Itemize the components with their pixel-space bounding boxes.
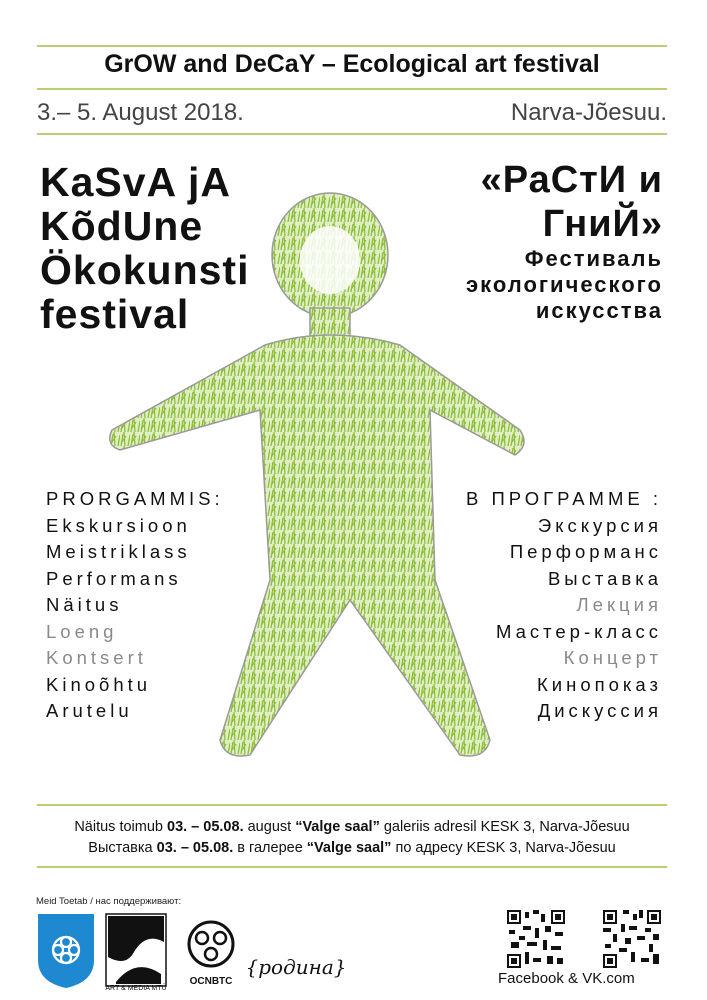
- title-rule: [37, 88, 667, 90]
- russian-subtitle-line: искусства: [535, 298, 663, 323]
- program-estonian: [46, 486, 224, 725]
- program-item: Перформанс: [509, 541, 662, 562]
- program-heading: PRORGAMMIS:: [46, 488, 224, 509]
- venue-gallery: “Valge saal”: [306, 840, 392, 856]
- venue-rule-top: [37, 804, 667, 806]
- program-item: Концерт: [563, 647, 662, 668]
- program-item: Лекция: [576, 594, 662, 615]
- program-russian: [466, 486, 662, 725]
- program-item: Näitus: [46, 594, 123, 615]
- top-rule: [37, 45, 667, 47]
- estonian-title-line: Ökokunsti: [40, 247, 250, 293]
- venue-text: august: [243, 819, 296, 835]
- venue-rule-bottom: [37, 866, 667, 868]
- program-item: Kinoõhtu: [46, 673, 152, 695]
- venue-russian: [37, 840, 667, 856]
- venue-gallery: “Valge saal”: [295, 819, 380, 835]
- vk-qr-code[interactable]: [603, 910, 661, 968]
- program-item: Ekskursioon: [46, 514, 191, 536]
- venue-address: galeriis adresil KESK 3, Narva-Jõesuu: [379, 819, 630, 835]
- venue-text: в галерее: [233, 840, 307, 856]
- venue-text: Näitus toimub: [74, 819, 167, 835]
- festival-dates: 3.– 5. August 2018.: [37, 99, 244, 126]
- rodina-logo-text: {родина}: [245, 955, 347, 979]
- russian-subtitle-line: экологического: [466, 272, 663, 297]
- art-media-logo: [105, 914, 166, 992]
- russian-title-line: «РаСтИ и: [480, 159, 663, 201]
- estonian-title-line: KõdUne: [40, 203, 204, 249]
- program-heading: В ПРОГРАММЕ :: [466, 488, 662, 509]
- ocnbtc-logo-text: OCNBTC: [189, 976, 233, 987]
- russian-subtitle-line: Фестиваль: [524, 246, 663, 271]
- estonian-title-line: festival: [40, 291, 190, 337]
- program-item: Экскурсия: [537, 514, 662, 536]
- program-item: Performans: [46, 567, 182, 589]
- dates-rule: [37, 133, 667, 135]
- sponsor-logos: [36, 912, 366, 992]
- venue-dates: 03. – 05.08.: [167, 819, 244, 835]
- social-links-label[interactable]: Facebook & VK.com: [498, 970, 635, 987]
- venue-text: Выставка: [88, 840, 157, 856]
- festival-location: Narva-Jõesuu.: [510, 99, 667, 126]
- program-item: Выставка: [547, 567, 662, 589]
- program-item: Loeng: [46, 620, 118, 642]
- rodina-logo: [246, 955, 347, 979]
- estonian-title-line: KaSvA jA: [40, 159, 232, 205]
- program-item: Meistriklass: [46, 541, 191, 562]
- venue-estonian: [37, 819, 667, 835]
- festival-title: GrOW and DeCaY – Ecological art festival: [104, 50, 600, 78]
- program-item: Arutelu: [46, 700, 133, 721]
- program-item: Дискуссия: [537, 700, 662, 721]
- facebook-qr-code[interactable]: [507, 910, 565, 968]
- program-item: Кинопоказ: [537, 673, 662, 695]
- shield-logo: [38, 914, 94, 988]
- venue-address: по адресу KESK 3, Narva-Jõesuu: [391, 840, 616, 856]
- program-item: Kontsert: [46, 647, 147, 668]
- program-item: Мастер-класс: [495, 620, 662, 642]
- venue-dates: 03. – 05.08.: [156, 840, 234, 856]
- russian-title-line: ГниЙ»: [542, 203, 663, 245]
- ocnbtc-logo: [189, 922, 233, 987]
- art-media-logo-text: ART & MEDIA MTÜ: [105, 985, 167, 992]
- sponsors-label: Meid Toetab / нас поддерживают:: [36, 896, 182, 907]
